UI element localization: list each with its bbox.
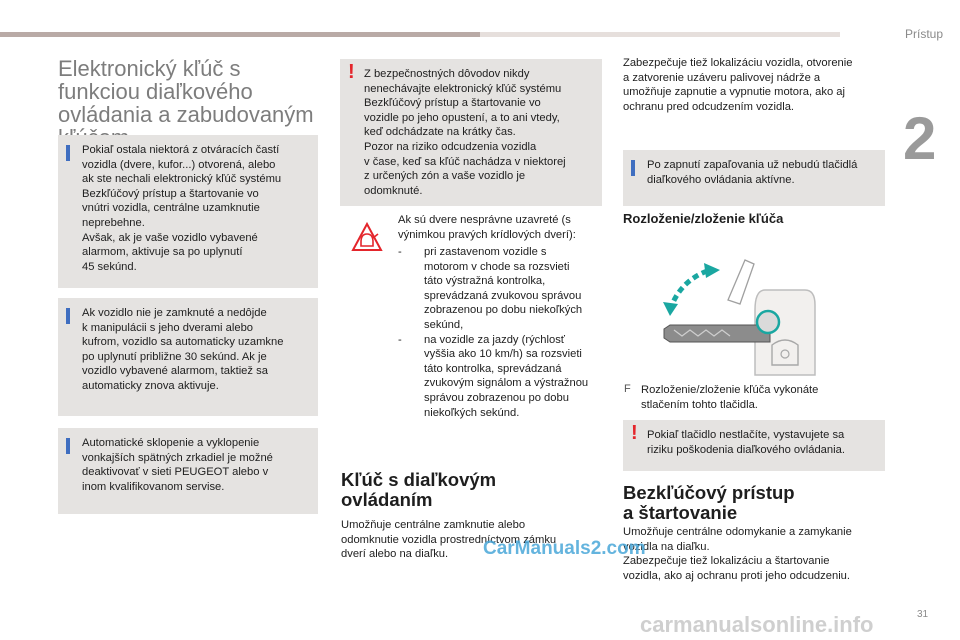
intro-text: Zabezpečuje tiež lokalizáciu vozidla, otvorenie a zatvorenie uzáveru palivovej nádrže a umožňuje zapnutie a vypnutie motora, ako aj ochranu pred odcudzením vozidla. [623, 57, 853, 113]
info-marker-icon [66, 145, 70, 161]
door-warning-list [398, 245, 604, 420]
bullet-symbol: F [624, 383, 631, 395]
section-label: Prístup [904, 27, 943, 41]
info-box-autolock: Ak vozidlo nie je zamknuté a nedôjde k manipulácii s jeho dverami alebo kufrom, vozidlo sa automaticky uzamkne po uplynutí približne 30 sekúnd. Ak je vozidlo vybavené alarmom, taktiež sa automaticky znova aktivuje. [58, 298, 318, 416]
fold-text: Rozloženie/zloženie kľúča vykonáte stlačením tohto tlačidla. [641, 384, 819, 411]
remote-key-body: Umožňuje centrálne zamknutie alebo odomknutie vozidla prostredníctvom zámku dverí alebo na diaľku. [341, 519, 557, 561]
warning-box-security: ! Z bezpečnostných dôvodov nikdy nenechávajte elektronický kľúč systému Bezkľúčový prístup a štartovanie vo vozidle po jeho opustení, a to ani vtedy, keď odchádzate na krátky čas. Pozor na riziko odcudzenia vozidla v čase, keď sa kľúč nachádza v niektorej z určených zón a vaše vozidlo je odomknuté. [340, 59, 602, 206]
keyless-heading: Bezkľúčový prístup a štartovanie [623, 482, 795, 523]
watermark-bottom: carmanualsonline.info [640, 612, 874, 637]
remote-key-heading: Kľúč s diaľkovým ovládaním [341, 469, 497, 510]
warning-exclamation-icon: ! [348, 61, 355, 83]
info-box-ignition: Po zapnutí zapaľovania už nebudú tlačidlá diaľkového ovládania aktívne. [623, 150, 885, 206]
door-warning-intro: Ak sú dvere nesprávne uzavreté (s výnimkou pravých krídlových dverí): [398, 214, 576, 241]
list-item: - pri zastavenom vozidle s motorom v chode sa rozsvieti táto výstražná kontrolka, sprevádzaná zvukovou správou zobrazenou po dobu niekoľkých sekúnd, [398, 246, 583, 331]
key-fold-illustration-icon [650, 250, 830, 380]
info-marker-icon [66, 308, 70, 324]
page-title: Elektronický kľúč s funkciou diaľkového ovládania a zabudovaným [58, 56, 314, 127]
warning-exclamation-icon: ! [631, 422, 638, 444]
watermark: CarManuals2.com [483, 538, 646, 559]
info-marker-icon [66, 438, 70, 454]
list-item: - na vozidle za jazdy (rýchlosť vyššia ako 10 km/h) sa rozsvieti táto kontrolka, sprevádzaná zvukovým signálom a výstražnou správou zobrazenou po dobu niekoľkých sekúnd. [398, 333, 589, 419]
header-rule [0, 32, 480, 37]
info-marker-icon [631, 160, 635, 176]
chapter-number: 2 [903, 105, 937, 172]
keyless-body: Umožňuje centrálne odomykanie a zamykanie vozidla na diaľku. Zabezpečuje tiež lokalizáciu a štartovanie vozidla, ako aj ochranu proti jeho odcudzeniu. [623, 526, 852, 582]
door-open-warning-icon [349, 220, 385, 256]
page-number: 31 [917, 609, 929, 620]
header-rule-light [480, 32, 840, 37]
warning-box-button: ! Pokiaľ tlačidlo nestlačíte, vystavujete sa riziku poškodenia diaľkového ovládania. [623, 420, 885, 471]
info-box-mirrors: Automatické sklopenie a vyklopenie vonkajších spätných zrkadiel je možné deaktivovať v sieti PEUGEOT alebo v inom kvalifikovanom servise. [58, 428, 318, 514]
fold-heading: Rozloženie/zloženie kľúča [623, 211, 784, 226]
info-box-doors-open: Pokiaľ ostala niektorá z otváracích častí vozidla (dvere, kufor...) otvorená, alebo ak ste nechali elektronický kľúč systému Bezkľúčový prístup a štartovanie vo vnútri vozidla, centrálne uzamknutie neprebehne. Avšak, ak je vaše vozidlo vybavené alarmom, aktivuje sa po uplynutí 45 sekúnd. [58, 135, 318, 288]
